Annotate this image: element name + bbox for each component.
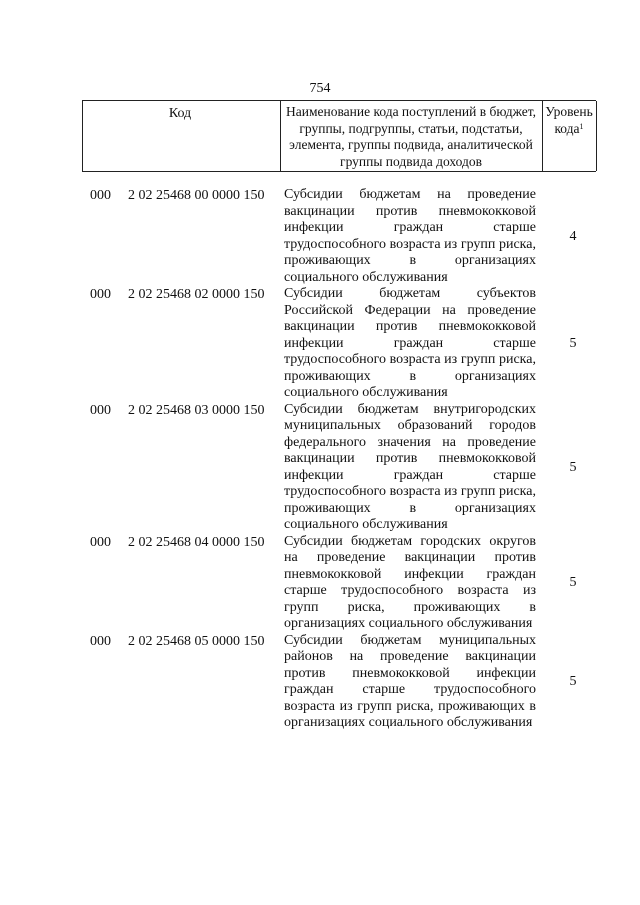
row-code: 2 02 25468 00 0000 150 — [128, 188, 265, 203]
row-level: 5 — [569, 459, 577, 475]
header-code: Код — [168, 106, 192, 121]
row-prefix: 000 — [90, 633, 111, 649]
row-level: 5 — [569, 335, 577, 351]
row-prefix: 000 — [90, 287, 111, 302]
row-description: Субсидии бюджетам внутригородских муниципальных образований городов федерального значения на проведение вакцинации против пневмококковой инфекции граждан старше трудоспособного возраста из групп риска, проживающих в организациях социального обслуживания — [284, 401, 536, 532]
row-code: 2 02 25468 05 0000 150 — [128, 633, 265, 649]
table-header — [82, 100, 596, 172]
table-row — [0, 534, 640, 633]
row-description: Субсидии бюджетам городских округов на проведение вакцинации против пневмококковой инфекции граждан старше трудоспособного возраста из групп риска, проживающих в организациях социального обслуживания — [284, 533, 536, 631]
table-row — [0, 286, 640, 402]
row-description: Субсидии бюджетам субъектов Российской Федерации на проведение вакцинации против пневмококковой инфекции граждан старше трудоспособного возраста из групп риска, проживающих в организациях социального обслуживания — [284, 286, 536, 400]
header-border-right — [596, 101, 597, 171]
header-level — [542, 104, 596, 137]
row-description: Субсидии бюджетам муниципальных районов на проведение вакцинации против пневмококковой инфекции граждан старше трудоспособного возраста из групп риска, проживающих в организациях социального обслуживания — [284, 632, 536, 730]
row-prefix: 000 — [90, 188, 111, 203]
row-level: 5 — [569, 575, 577, 590]
row-description: Субсидии бюджетам на проведение вакцинации против пневмококковой инфекции граждан старше трудоспособного возраста из групп риска, проживающих в организациях социального обслуживания — [284, 187, 536, 285]
row-code: 2 02 25468 03 0000 150 — [128, 402, 265, 418]
table-body — [0, 187, 640, 732]
table-row — [0, 633, 640, 732]
row-prefix: 000 — [90, 402, 111, 418]
header-level-text: Уровень кода — [545, 104, 593, 136]
table-row — [0, 187, 640, 286]
table-row — [0, 402, 640, 534]
row-code: 2 02 25468 04 0000 150 — [128, 534, 265, 550]
page-number: 754 — [309, 81, 331, 96]
header-level-footnote: 1 — [579, 121, 584, 131]
row-code: 2 02 25468 02 0000 150 — [128, 287, 265, 302]
row-level: 5 — [569, 674, 577, 689]
row-prefix: 000 — [90, 534, 111, 550]
header-name: Наименование кода поступлений в бюджет, группы, подгруппы, статьи, подстатьи, элемента, группы подвида, аналитической группы подвида доходов — [285, 104, 536, 169]
row-level: 4 — [569, 228, 577, 244]
